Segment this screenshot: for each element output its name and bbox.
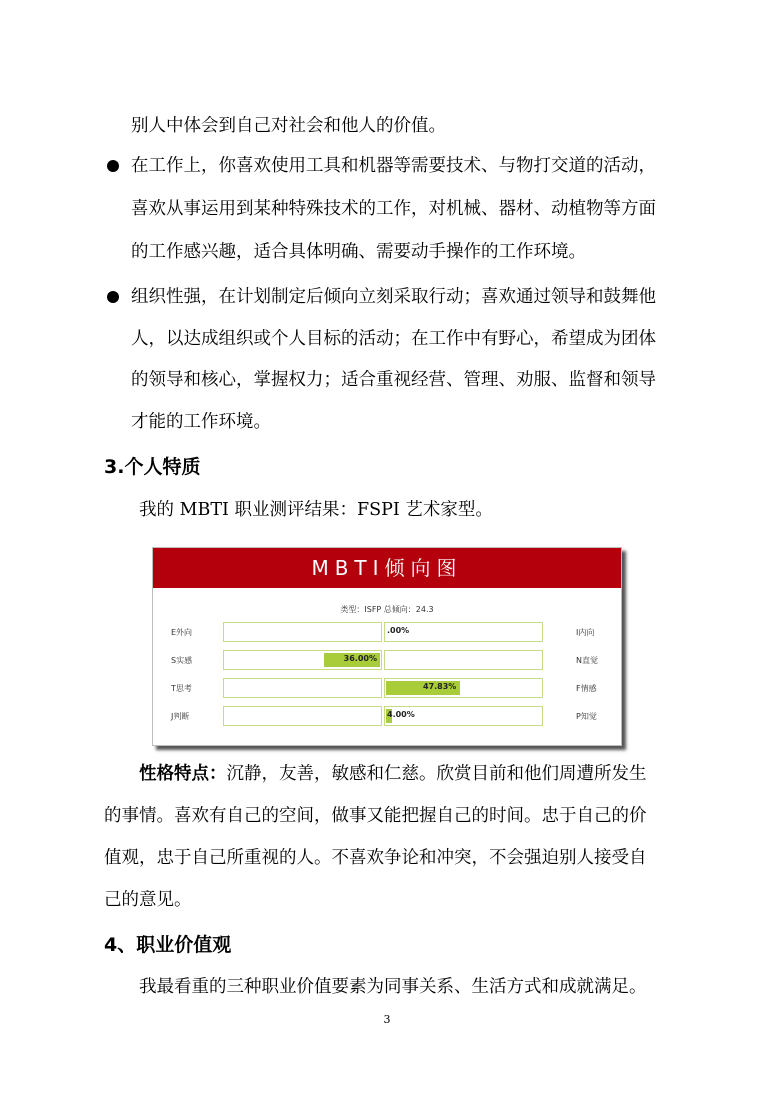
mbti-left-label: T思考 — [171, 684, 192, 693]
mbti-left-box — [223, 678, 382, 698]
mbti-right-label: I内向 — [576, 628, 595, 637]
bullet-line: 才能的工作环境。 — [131, 412, 271, 432]
mbti-right-box — [384, 622, 543, 642]
mbti-right-box — [384, 650, 543, 670]
mbti-left-box — [223, 650, 382, 670]
mbti-chart-title: MBTI倾向图 — [153, 548, 621, 588]
traits-label: 性格特点： — [139, 764, 227, 784]
bullet-line: 组织性强，在计划制定后倾向立刻采取行动；喜欢通过领导和鼓舞他 — [131, 287, 656, 307]
mbti-percent-label: 47.83% — [423, 682, 457, 691]
bullet-icon — [107, 160, 119, 172]
traits-line: 己的意见。 — [104, 890, 192, 910]
mbti-result-text: 我的 MBTI 职业测评结果：FSPI 艺术家型。 — [139, 500, 493, 520]
mbti-percent-label: 4.00% — [387, 710, 415, 719]
mbti-chart-subtitle: 类型：ISFP 总倾向：24.3 — [340, 605, 434, 614]
mbti-right-label: N直觉 — [576, 656, 598, 665]
mbti-left-box — [223, 622, 382, 642]
bullet-line: 在工作上，你喜欢使用工具和机器等需要技术、与物打交道的活动， — [131, 156, 656, 176]
section-heading: 4、职业价值观 — [104, 934, 232, 956]
mbti-row — [153, 650, 621, 670]
mbti-right-label: F情感 — [576, 684, 597, 693]
mbti-left-box — [223, 706, 382, 726]
bullet-line: 的领导和核心，掌握权力；适合重视经营、管理、劝服、监督和领导 — [131, 370, 656, 390]
bullet-line: 喜欢从事运用到某种特殊技术的工作，对机械、器材、动植物等方面 — [131, 199, 656, 219]
mbti-row — [153, 622, 621, 642]
traits-line: 的事情。喜欢有自己的空间，做事又能把握自己的时间。忠于自己的价 — [104, 806, 647, 826]
mbti-left-label: J判断 — [171, 712, 190, 721]
mbti-row — [153, 678, 621, 698]
mbti-left-label: E外向 — [171, 628, 193, 637]
mbti-percent-label: .00% — [387, 626, 410, 635]
traits-text: 沉静，友善，敏感和仁慈。欣赏目前和他们周遭所发生 — [226, 764, 647, 784]
bullet-line: 的工作感兴趣，适合具体明确、需要动手操作的工作环境。 — [131, 242, 586, 262]
traits-line — [139, 762, 647, 786]
mbti-chart — [152, 547, 622, 746]
paragraph-line: 别人中体会到自己对社会和他人的价值。 — [131, 116, 446, 136]
mbti-right-box — [384, 706, 543, 726]
mbti-right-label: P知觉 — [576, 712, 597, 721]
mbti-right-box — [384, 678, 543, 698]
section-heading: 3.个人特质 — [104, 456, 201, 478]
bullet-icon — [107, 291, 119, 303]
bullet-line: 人，以达成组织或个人目标的活动；在工作中有野心，希望成为团体 — [131, 329, 656, 349]
mbti-percent-label: 36.00% — [343, 654, 377, 663]
page-number: 3 — [383, 1013, 391, 1026]
values-text: 我最看重的三种职业价值要素为同事关系、生活方式和成就满足。 — [139, 977, 647, 997]
traits-line: 值观，忠于自己所重视的人。不喜欢争论和冲突，不会强迫别人接受自 — [104, 848, 647, 868]
mbti-left-label: S实感 — [171, 656, 193, 665]
mbti-row — [153, 706, 621, 726]
